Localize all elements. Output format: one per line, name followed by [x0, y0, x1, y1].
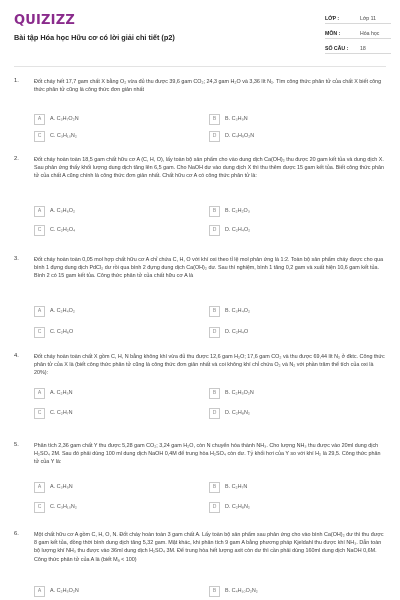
option-text: D. C₂H₄O: [225, 329, 249, 335]
option-d[interactable]: [209, 225, 369, 236]
option-text: C. C₂H₂O₄: [50, 227, 76, 233]
option-letter: D: [209, 502, 220, 513]
option-letter: B: [209, 586, 220, 597]
question-text: Đốt cháy hoàn toàn 0,05 mol hợp chất hữu cơ A chỉ chứa C, H, O với khí oxi theo tỉ lệ mol phản ứng là 1:2. Toàn bộ sản phẩm cháy được cho qua bình 1 đựng dung dịch PdCl₂ dư rồi qua bình 2 đựng dung dịch Ca(OH)₂ dư. Sau thí nghiệm, bình 1 tăng 0,2 gam và xuất hiện 10,6 gam kết tủa. Bình 2 có 15 gam kết tủa. Công thức phân tử của chất hữu cơ A là: [34, 257, 384, 280]
option-a[interactable]: [34, 306, 194, 317]
option-text: D. C₂H₈N₂: [225, 504, 250, 510]
option-c[interactable]: [34, 408, 194, 419]
option-d[interactable]: [209, 502, 369, 513]
question-2: [14, 156, 386, 246]
option-text: C. C₃H₁₀N₂: [50, 504, 77, 510]
question-6: [14, 531, 386, 600]
option-text: A. C₂H₄O₂: [50, 308, 75, 314]
question-5: [14, 442, 386, 524]
option-text: B. C₂H₂O₃: [225, 208, 250, 214]
question-4: [14, 353, 386, 433]
option-text: A. C₃H₉N: [50, 484, 73, 490]
option-letter: A: [34, 306, 45, 317]
question-text: Đốt cháy hoàn toàn 18,5 gam chất hữu cơ A (C, H, O), lấy toàn bộ sản phẩm cho vào dung dịch Ca(OH)₂ thu được 20 gam kết tủa và dung dịch X. Sau phản ứng thấy khối lượng dung dịch tăng lên 6,5 gam. Cho NaOH dư vào dung dịch X thì thu thêm được 15 gam kết tủa. Biết công thức phân tử của chất A cũng chính là công thức đơn giản nhất. Chất hữu cơ A có công thức phân tử là:: [34, 157, 384, 180]
option-text: A. C₃H₆O₂: [50, 208, 76, 214]
option-letter: A: [34, 388, 45, 399]
option-text: C. C₂H₆O: [50, 329, 74, 335]
question-1: [14, 78, 386, 150]
meta-subject-label: MÔN :: [325, 31, 341, 37]
option-c[interactable]: [34, 327, 194, 338]
page-title: Bài tập Hóa học Hữu cơ có lời giải chi tiết (p2): [14, 33, 175, 42]
option-text: A. C₃H₇O₂N: [50, 116, 79, 122]
option-letter: C: [34, 408, 45, 419]
question-number: 1.: [14, 78, 19, 84]
option-letter: D: [209, 408, 220, 419]
option-text: C. C₂H₇N: [50, 410, 73, 416]
option-a[interactable]: [34, 586, 194, 597]
option-letter: A: [34, 586, 45, 597]
question-3: [14, 256, 386, 344]
option-letter: B: [209, 206, 220, 217]
option-c[interactable]: [34, 502, 194, 513]
option-text: B. C₂H₇N: [225, 484, 248, 490]
question-number: 6.: [14, 531, 19, 537]
option-d[interactable]: [209, 408, 369, 419]
option-text: D. C₂H₈N₂: [225, 410, 250, 416]
option-letter: A: [34, 114, 45, 125]
meta-class-value: Lớp 11: [360, 16, 376, 22]
option-text: D. C₄H₉O₂N: [225, 133, 255, 139]
option-text: B. C₃H₄O₂: [225, 308, 251, 314]
option-letter: B: [209, 114, 220, 125]
meta-subject-value: Hóa học: [360, 31, 380, 37]
option-letter: A: [34, 206, 45, 217]
meta-subject: [325, 29, 391, 39]
question-text: Một chất hữu cơ A gồm C, H, O, N. Đốt cháy hoàn toàn 3 gam chất A. Lấy toàn bộ sản phẩm sau phản ứng cho vào bình Ca(OH)₂ dư thì thu được 8 gam kết tủa, đồng thời bình dung dịch tăng 5,32 gam. Mặt khác, khi phân tích 9 gam A bằng phương pháp Kjeldahl thu được khí NH₃. Dẫn toàn bộ lượng khí NH₃ thu được vào 36ml dung dịch H₂SO₄ 3M. Để trung hòa hết lượng axit còn dư thì cần phải dùng 160ml dung dịch NaOH 0,6M. Công thức phân tử của A là (biết Mₐ < 100): [34, 532, 384, 563]
option-b[interactable]: [209, 388, 369, 399]
option-letter: C: [34, 131, 45, 142]
meta-count: [325, 44, 391, 54]
meta-count-label: SỐ CÂU :: [325, 46, 349, 52]
option-text: A. C₂H₅O₂N: [50, 588, 79, 594]
header-divider: [14, 66, 386, 67]
option-letter: B: [209, 482, 220, 493]
option-text: B. C₄H₁₀O₂N₂: [225, 588, 258, 594]
option-b[interactable]: [209, 586, 369, 597]
option-c[interactable]: [34, 225, 194, 236]
document-header: [0, 0, 400, 62]
option-letter: C: [34, 225, 45, 236]
question-number: 5.: [14, 442, 19, 448]
option-text: C. C₃H₁₀N₂: [50, 133, 77, 139]
option-text: A. C₂H₅N: [50, 390, 73, 396]
meta-count-value: 18: [360, 46, 366, 52]
question-text: Đốt cháy hết 17,7 gam chất X bằng O₂ vừa đủ thu được 39,6 gam CO₂; 24,3 gam H₂O và 3,36 lít N₂. Tìm công thức phân tử của chất X biết công thức phân tử cũng là công thức đơn giản nhất: [34, 79, 382, 94]
quizizz-logo: QUIZIZZ: [14, 13, 75, 28]
meta-class: [325, 14, 391, 24]
question-number: 4.: [14, 353, 19, 359]
option-letter: D: [209, 225, 220, 236]
option-letter: D: [209, 327, 220, 338]
option-letter: C: [34, 327, 45, 338]
question-number: 2.: [14, 156, 19, 162]
option-a[interactable]: [34, 482, 194, 493]
option-a[interactable]: [34, 114, 194, 125]
option-a[interactable]: [34, 206, 194, 217]
option-letter: B: [209, 306, 220, 317]
option-b[interactable]: [209, 114, 369, 125]
question-number: 3.: [14, 256, 19, 262]
meta-class-label: LỚP :: [325, 16, 340, 22]
question-text: Đốt cháy hoàn toàn chất X gồm C, H, N bằng không khí vừa đủ thu được 12,6 gam H₂O; 17,6 gam CO₂ và thu được 69,44 lít N₂ ở đktc. Công thức phân tử của X là (biết công thức phân tử cũng là công thức đơn giản nhất và coi không khí chỉ chứa O₂ và N₂ với phần trăm thể tích của oxi là 20%):: [34, 354, 385, 377]
question-text: Phân tích 2,36 gam chất Y thu được 5,28 gam CO₂; 3,24 gam H₂O, còn N chuyển hóa thành NH₃. Cho lượng NH₃ thu được vào 20ml dung dịch H₂SO₄ 2M. Sau đó phải dùng 100 ml dung dịch NaOH 0,4M để trung hòa H₂SO₄ còn dư. Tỷ khối hơi của Y so với khí H₂ là 29,5. Công thức phân tử của Y là:: [34, 443, 381, 466]
option-b[interactable]: [209, 306, 369, 317]
option-d[interactable]: [209, 327, 369, 338]
option-text: D. C₂H₄O₂: [225, 227, 251, 233]
option-text: B. C₂H₅O₂N: [225, 390, 254, 396]
option-c[interactable]: [34, 131, 194, 142]
option-letter: B: [209, 388, 220, 399]
option-letter: C: [34, 502, 45, 513]
option-letter: A: [34, 482, 45, 493]
option-text: B. C₃H₉N: [225, 116, 248, 122]
option-letter: D: [209, 131, 220, 142]
option-d[interactable]: [209, 131, 369, 142]
option-b[interactable]: [209, 482, 369, 493]
option-a[interactable]: [34, 388, 194, 399]
option-b[interactable]: [209, 206, 369, 217]
